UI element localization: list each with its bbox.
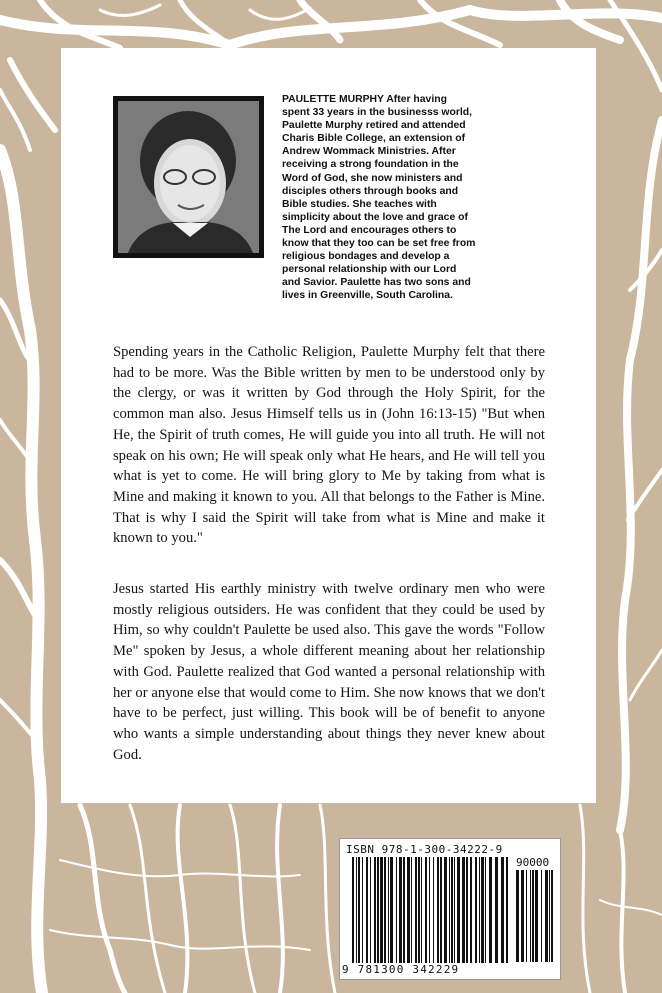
barcode-bar — [433, 857, 434, 963]
barcode-bar — [352, 857, 354, 963]
barcode-bar — [399, 857, 402, 963]
description-paragraph-1: Spending years in the Catholic Religion, Paulette Murphy felt that there had to be more. Was the Bible written by men to be understood only by the clergy, or was it written by God through the Holy Spirit, for the common man also. Jesus Himself tells us in (John 16:13-15) "But when He, the Spirit of truth comes, He will guide you into all truth. He will not speak on his own; He will speak only what He hears, and He will tell you what is yet to come. He will bring glory to Me by taking from what is Mine and making it known to you. All that belongs to the Father is Mine. That is why I said the Spirit will take from what is Mine and make it known to you." — [113, 344, 545, 547]
barcode-bar — [466, 857, 468, 963]
barcode-bar — [421, 857, 422, 963]
barcode-bar — [479, 857, 480, 963]
barcode-bar — [356, 857, 357, 963]
barcode-bar — [411, 857, 412, 963]
barcode-bar — [506, 857, 508, 963]
barcode-bar — [535, 870, 538, 962]
barcode-bar — [454, 857, 455, 963]
addon-barcode — [516, 870, 556, 962]
barcode-bar — [444, 857, 447, 963]
barcode-bar — [358, 857, 360, 963]
barcode-bar — [545, 870, 548, 962]
barcode-bar — [370, 857, 371, 963]
barcode-bar — [388, 857, 389, 963]
barcode-bar — [485, 857, 486, 963]
barcode-bar — [495, 857, 498, 963]
barcode-bar — [403, 857, 405, 963]
barcode-bar — [429, 857, 430, 963]
barcode-bar — [462, 857, 465, 963]
barcode-bar — [366, 857, 368, 963]
barcode-bar — [541, 870, 542, 962]
barcode-bar — [526, 870, 527, 962]
isbn-label: ISBN 978-1-300-34222-9 — [346, 843, 503, 856]
barcode-bar — [415, 857, 417, 963]
ean-digits: 9 781300 342229 — [342, 963, 460, 976]
barcode-bar — [374, 857, 376, 963]
barcode-bar — [532, 870, 534, 962]
author-photo-frame — [113, 96, 264, 258]
ean-barcode — [352, 857, 510, 963]
barcode-bar — [377, 857, 379, 963]
barcode-bar — [530, 870, 531, 962]
barcode-bar — [425, 857, 427, 963]
barcode-bar — [521, 870, 524, 962]
barcode-box — [339, 838, 561, 980]
barcode-bar — [489, 857, 492, 963]
barcode-bar — [481, 857, 484, 963]
barcode-bar — [475, 857, 477, 963]
barcode-bar — [501, 857, 504, 963]
barcode-bar — [449, 857, 450, 963]
barcode-bar — [362, 857, 363, 963]
barcode-bar — [440, 857, 442, 963]
barcode-bar — [384, 857, 386, 963]
barcode-bar — [396, 857, 397, 963]
barcode-bar — [451, 857, 453, 963]
barcode-bar — [549, 870, 550, 962]
barcode-bar — [418, 857, 420, 963]
barcode-bar — [516, 870, 519, 962]
author-photo — [118, 101, 259, 253]
barcode-bar — [470, 857, 472, 963]
author-bio: PAULETTE MURPHY After having spent 33 years in the businesss world, Paulette Murphy retired and attended Charis Bible College, an extension of Andrew Wommack Ministries. After receiving a strong foundation in the Word of God, she now ministers and disciples others through books and Bible studies. She teaches with simplicity about the love and grace of The Lord and encourages others to know that they too can be set free from religious bondages and develop a personal relationship with our Lord and Savior. Paulette has two sons and lives in Greenville, South Carolina. — [282, 94, 476, 302]
barcode-bar — [437, 857, 439, 963]
description-paragraph-2: Jesus started His earthly ministry with twelve ordinary men who were mostly religious outsiders. He was confident that they could be used by Him, so why couldn't Paulette be used also. This gave the words "Follow Me" spoken by Jesus, a whole different meaning about her relationship with God. Paulette realized that God wanted a personal relationship with her or anyone else that would come to Him. She now knows that we don't have to be perfect, just willing. This book will be of benefit to anyone who wants a simple understanding about things they never knew about God. — [113, 581, 545, 763]
barcode-bar — [380, 857, 383, 963]
barcode-bar — [407, 857, 410, 963]
barcode-bar — [457, 857, 460, 963]
barcode-bar — [390, 857, 393, 963]
barcode-bar — [551, 870, 553, 962]
price-code: 90000 — [516, 856, 550, 869]
